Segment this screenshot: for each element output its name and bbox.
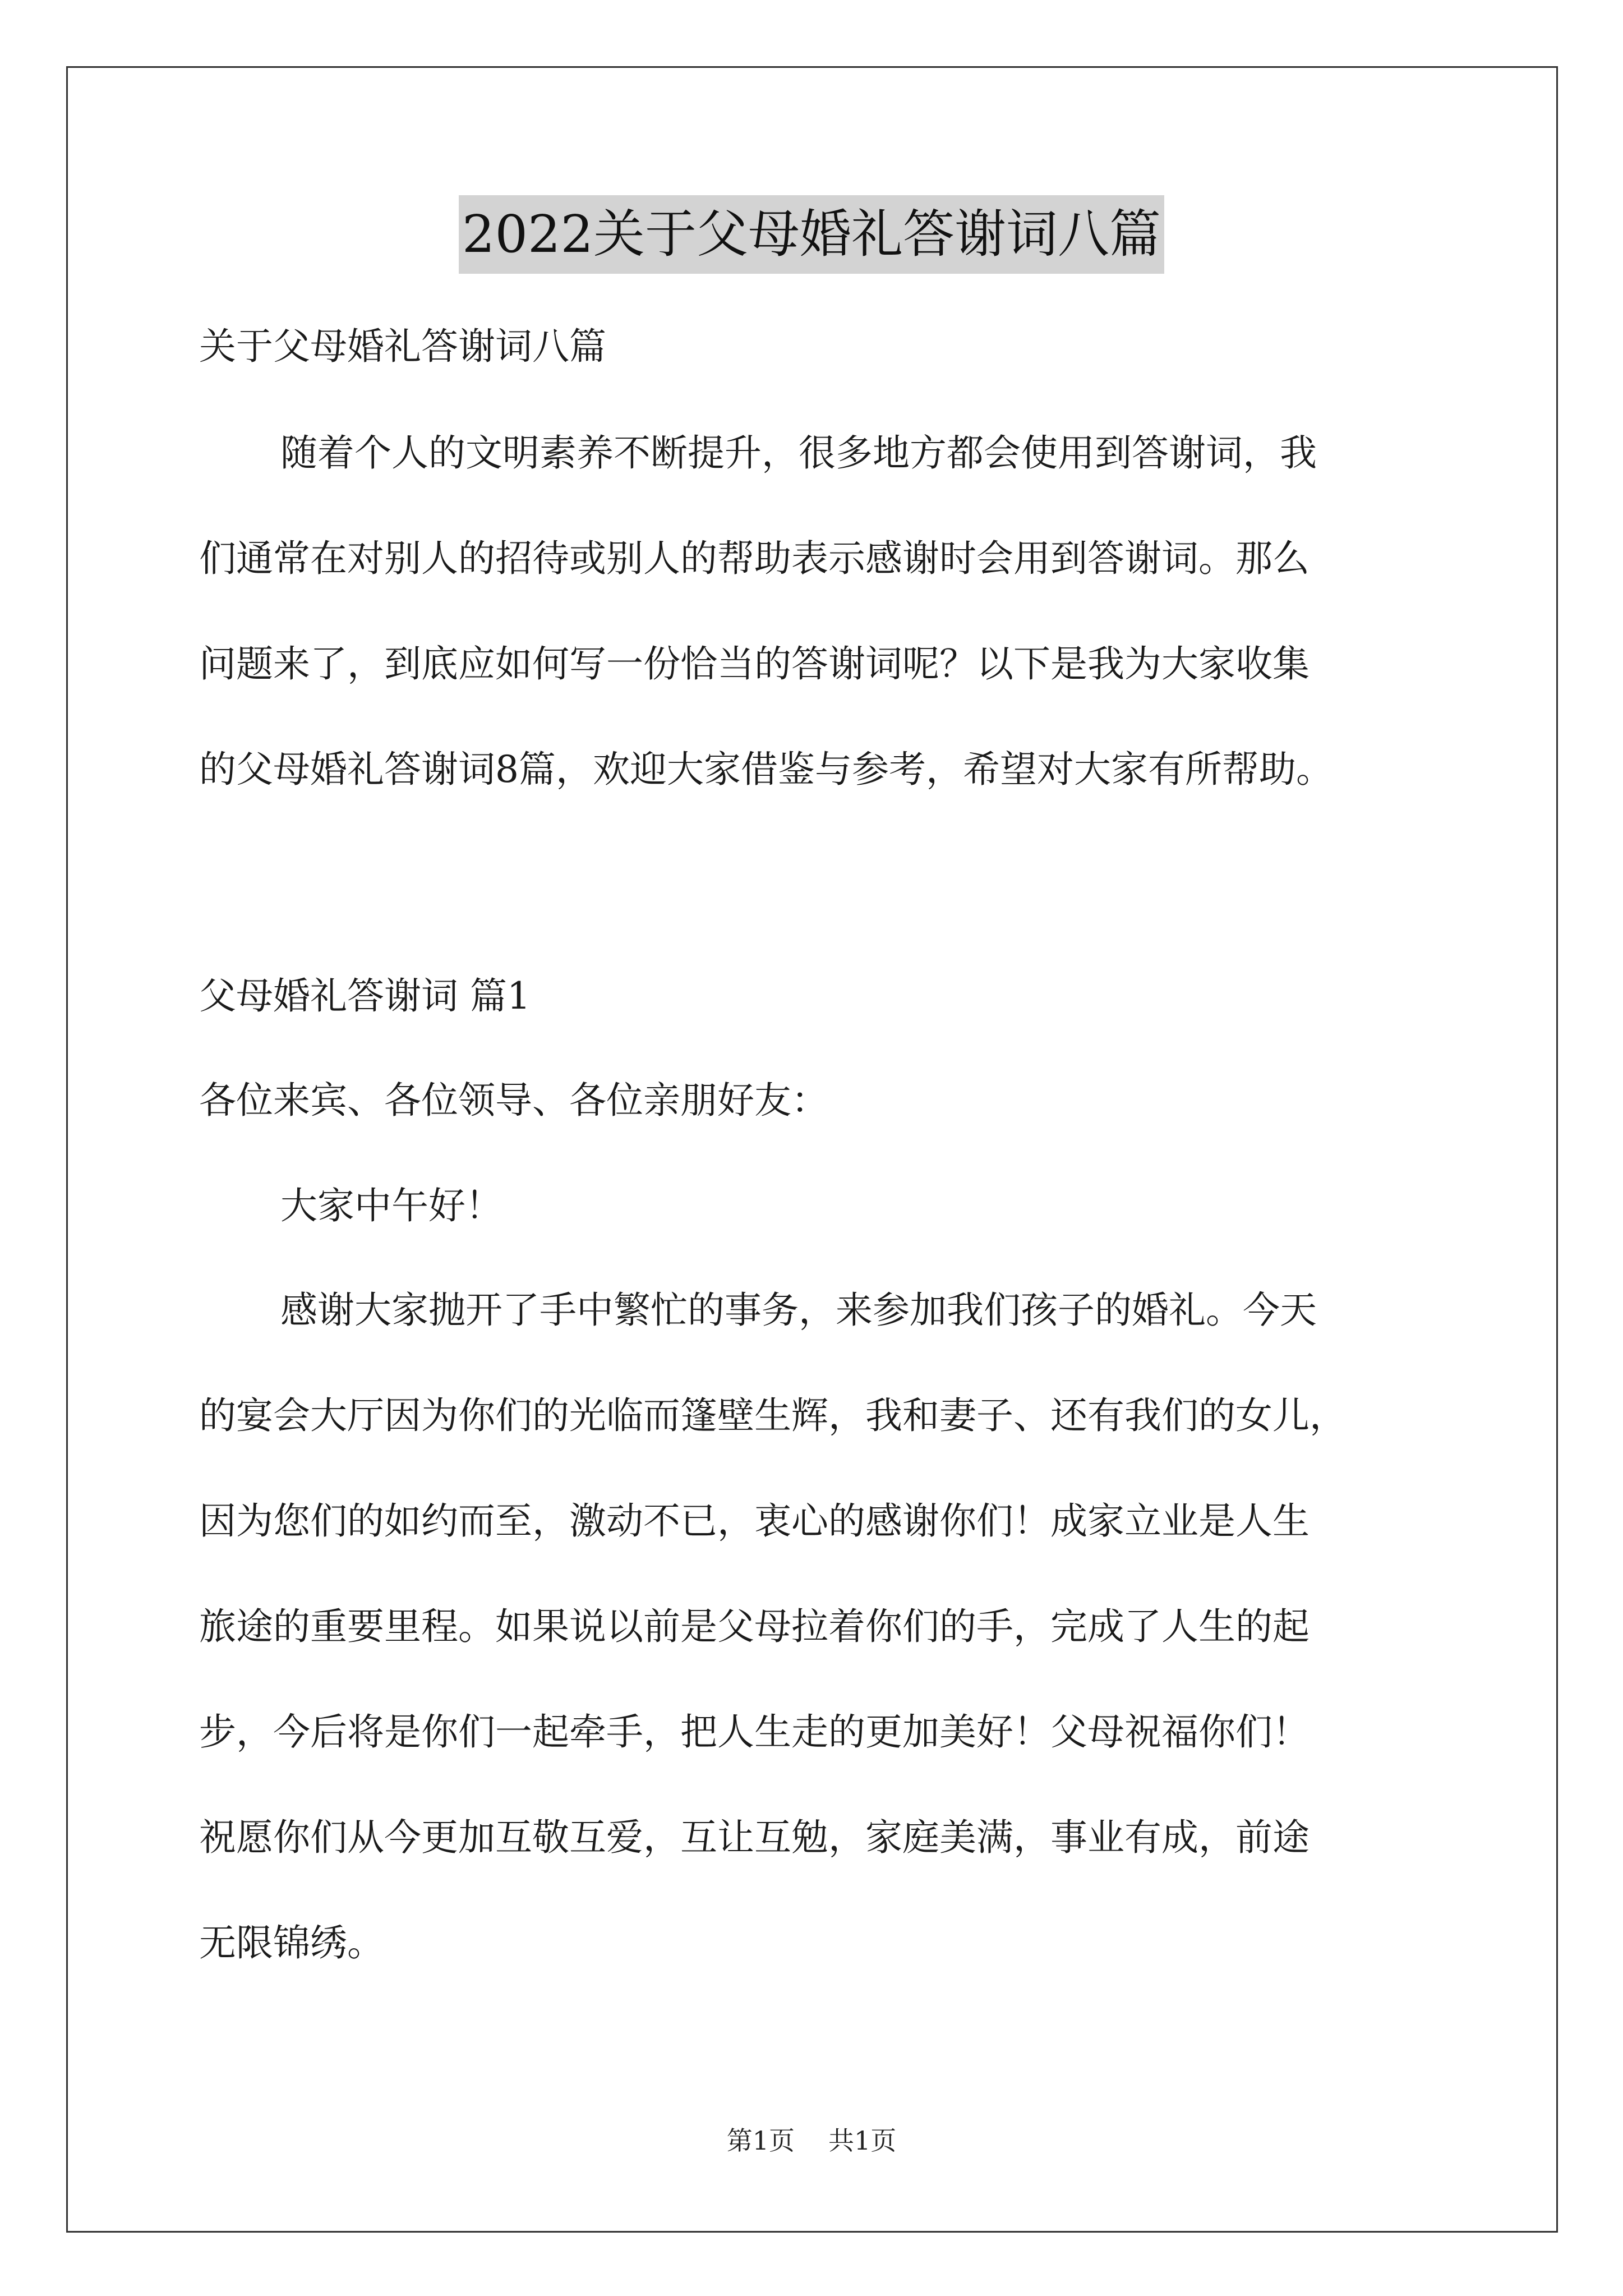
intro-line: 问题来了，到底应如何写一份恰当的答谢词呢？以下是我为大家收集 — [199, 642, 1310, 685]
salutation: 各位来宾、各位领导、各位亲朋好友： — [199, 1079, 828, 1122]
intro-line: 随着个人的文明素养不断提升，很多地方都会使用到答谢词，我 — [280, 431, 1317, 475]
page-total: 共1页 — [828, 2125, 897, 2156]
body-line: 感谢大家抛开了手中繁忙的事务，来参加我们孩子的婚礼。今天 — [280, 1289, 1317, 1332]
body-line: 步，今后将是你们一起牵手，把人生走的更加美好！父母祝福你们！ — [199, 1710, 1310, 1754]
intro-line: 们通常在对别人的招待或别人的帮助表示感谢时会用到答谢词。那么 — [199, 537, 1310, 580]
intro-line: 的父母婚礼答谢词8篇，欢迎大家借鉴与参考，希望对大家有所帮助。 — [199, 748, 1333, 791]
body-line: 无限锦绣。 — [199, 1921, 384, 1964]
body-line: 祝愿你们从今更加互敬互爱，互让互勉，家庭美满，事业有成，前途 — [199, 1816, 1310, 1859]
body-line: 因为您们的如约而至，激动不已，衷心的感谢你们！成家立业是人生 — [199, 1499, 1310, 1543]
body-line: 旅途的重要里程。如果说以前是父母拉着你们的手，完成了人生的起 — [199, 1605, 1310, 1648]
page-border — [66, 66, 1558, 2233]
section-heading: 父母婚礼答谢词 篇1 — [199, 974, 531, 1018]
page-number: 第1页 — [726, 2125, 795, 2156]
body-line: 的宴会大厅因为你们的光临而篷壁生辉，我和妻子、还有我们的女儿， — [199, 1394, 1347, 1437]
subtitle: 关于父母婚礼答谢词八篇 — [199, 325, 606, 368]
page-footer — [0, 2124, 1623, 2157]
title-container — [0, 195, 1623, 274]
document-title: 2022关于父母婚礼答谢词八篇 — [459, 195, 1164, 274]
greeting: 大家中午好！ — [280, 1184, 502, 1227]
